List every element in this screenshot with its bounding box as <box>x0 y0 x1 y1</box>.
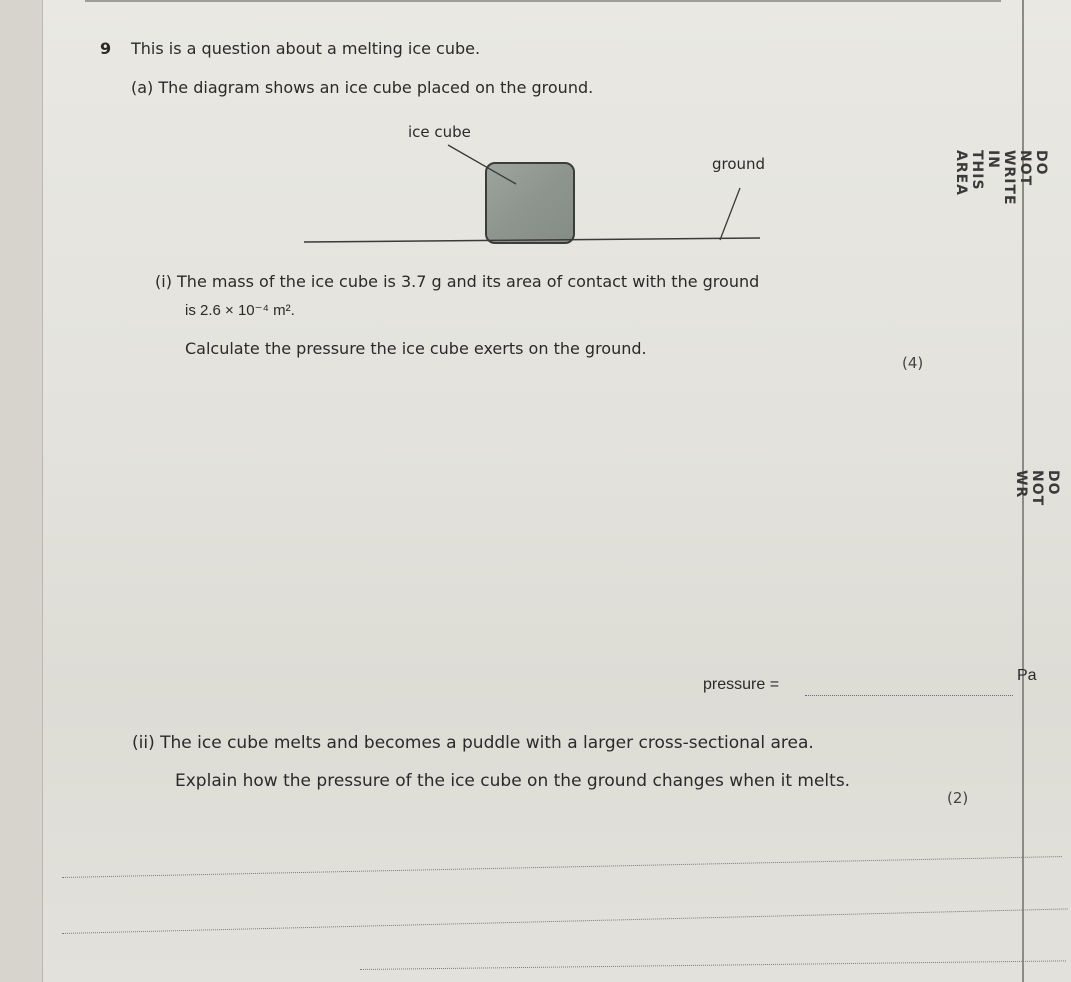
page-top-border <box>85 0 1001 6</box>
question-number: 9 <box>100 39 112 58</box>
marks-a-i: (4) <box>902 354 924 372</box>
part-a-ii-task: Explain how the pressure of the ice cube on the ground changes when it melts. <box>175 771 851 791</box>
ice-cube-diagram <box>290 110 770 260</box>
part-a-i-label: (i) <box>155 272 172 291</box>
part-a-i-line2: is 2.6 × 10⁻⁴ m². <box>185 302 295 319</box>
part-a-ii-line1: The ice cube melts and becomes a puddle with a larger cross-sectional area. <box>160 733 814 753</box>
answer-unit: Pa <box>1017 667 1037 684</box>
part-a-text <box>131 78 593 97</box>
part-a-i-line1: The mass of the ice cube is 3.7 g and its area of contact with the ground <box>177 272 760 291</box>
part-a-ii-text <box>132 733 814 753</box>
margin-notice-partial: DO NOT WR <box>1013 470 1061 507</box>
ground-label: ground <box>712 155 766 173</box>
ground-pointer <box>720 188 740 240</box>
margin-notice: DO NOT WRITE IN THIS AREA <box>953 150 1049 206</box>
answer-line[interactable] <box>805 695 1013 696</box>
ice-cube-label: ice cube <box>408 123 471 141</box>
part-a-i-task: Calculate the pressure the ice cube exerts on the ground. <box>185 339 647 358</box>
part-a-label: (a) <box>131 78 154 97</box>
marks-a-ii: (2) <box>947 789 969 807</box>
part-a-body: The diagram shows an ice cube placed on the ground. <box>158 78 594 97</box>
answer-label: pressure = <box>703 676 780 693</box>
part-a-ii-label: (ii) <box>132 733 155 753</box>
part-a-i-text <box>155 272 759 291</box>
question-stem: This is a question about a melting ice cube. <box>131 39 481 58</box>
